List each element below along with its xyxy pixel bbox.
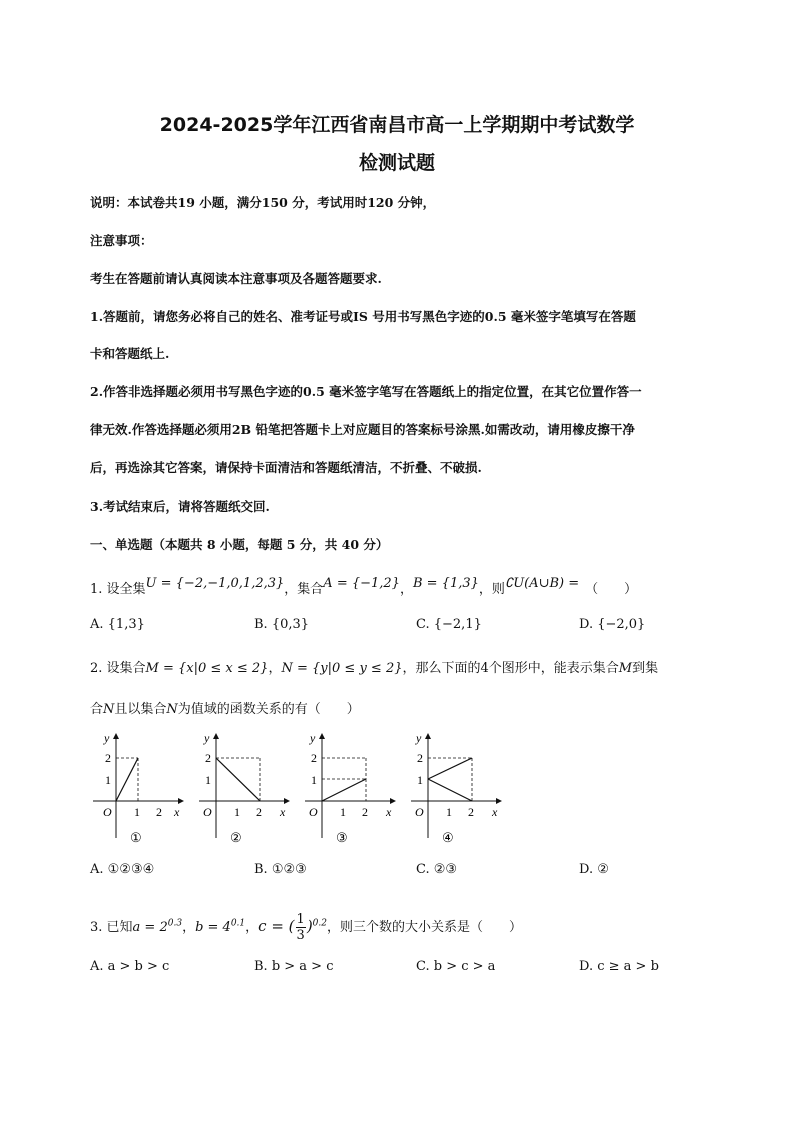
g3-origin: O [309,805,318,819]
graph-4 [411,731,501,845]
question-2-line1 [90,657,658,676]
q2-text-line2c: 为值域的函数关系的有（ ） [177,702,360,717]
q3-comma1: ， [182,920,196,935]
g1-origin: O [103,805,112,819]
q3-number: 3. 已知 [90,920,133,935]
graph-1 [93,731,183,845]
g2-x-tick-2: 2 [256,805,262,819]
exam-subtitle: 检测试题 [358,152,435,174]
note-line-2b: 律无效.作答选择题必须用2B 铅笔把答题卡上对应题目的答案标号涂黑.如需改动，请用橡皮擦干净 [90,422,635,437]
g4-x-label: x [492,805,498,819]
g4-y-label: y [416,731,422,745]
note-line-2c: 后，再选涂其它答案，请保持卡面清洁和答题纸清洁，不折叠、不破损. [90,460,482,475]
q3-option-b: B. b > a > c [254,959,334,974]
q3-a: a = 2 [132,920,168,935]
g2-x-label: x [280,805,286,819]
note-line-1a: 1.答题前，请您务必将自己的姓名、准考证号或IS 号用书写黑色字迹的0.5 毫米签字笔填写在答题 [90,309,636,324]
g1-y-label: y [104,731,110,745]
q1-number: 1. 设全集 [90,582,146,597]
g2-x-tick-1: 1 [234,805,240,819]
g1-caption: ① [130,830,142,845]
notes-heading: 注意事项： [90,233,153,248]
q2-text-rest1: ，那么下面的4个图形中，能表示集合 [402,661,619,676]
g1-y-tick-1: 1 [105,773,111,787]
q3-fraction-numerator: 1 [296,912,305,927]
q2-graphs [88,728,508,848]
q2-text-rest2: 到集 [632,661,659,676]
graph-3 [305,731,395,845]
note-line-0: 考生在答题前请认真阅读本注意事项及各题答题要求. [90,271,382,286]
q1-text-mid1: ，集合 [284,582,324,597]
q3-b: b = 4 [195,920,231,935]
g4-x-tick-2: 2 [468,805,474,819]
g4-y-tick-2: 2 [417,751,423,765]
g4-origin: O [415,805,424,819]
question-3 [90,912,522,943]
q2-set-n: N = {y|0 ≤ y ≤ 2} [281,661,403,676]
g2-origin: O [203,805,212,819]
g3-x-label: x [386,805,392,819]
q3-c: c = ( [258,917,295,935]
q2-set-m: M = {x|0 ≤ x ≤ 2} [145,661,269,676]
graph-2 [199,731,289,845]
q2-var-n: N [103,702,115,717]
q2-number: 2. 设集合 [90,661,146,676]
q1-option-c: C. {−2,1} [416,617,482,632]
g2-y-label: y [204,731,210,745]
q1-set-a: A = {−1,2} [323,576,400,591]
g4-x-tick-1: 1 [446,805,452,819]
q3-option-c: C. b > c > a [416,959,496,974]
g3-x-tick-2: 2 [362,805,368,819]
q2-option-c: C. ②③ [416,862,458,877]
section-heading: 一、单选题（本题共 8 小题，每题 5 分，共 40 分） [90,537,389,552]
exam-description: 说明：本试卷共19 小题，满分150 分，考试用时120 分钟， [90,195,436,210]
note-line-1b: 卡和答题纸上. [90,346,170,361]
q3-option-d: D. c ≥ a > b [579,959,659,974]
g3-y-tick-2: 2 [311,751,317,765]
g1-x-tick-2: 2 [156,805,162,819]
note-line-2a: 2.作答非选择题必须用书写黑色字迹的0.5 毫米签字笔写在答题纸上的指定位置，在其它位置作答一 [90,384,642,399]
question-1 [90,578,637,597]
g3-caption: ③ [336,830,348,845]
note-line-3: 3.考试结束后，请将答题纸交回. [90,499,270,514]
g2-y-tick-1: 1 [205,773,211,787]
q3-c-close: ) [306,917,313,935]
q2-comma: ， [268,661,282,676]
q1-option-d: D. {−2,0} [579,617,646,632]
g4-y-tick-1: 1 [417,773,423,787]
q3-option-a: A. a > b > c [90,959,170,974]
q1-set-u: U = {−2,−1,0,1,2,3} [145,576,285,591]
q1-comma: ， [399,582,413,597]
q3-fraction-denominator: 3 [296,928,305,943]
q2-text-line2b: 且以集合 [114,702,167,717]
q3-b-exponent: 0.1 [230,918,246,929]
g4-caption: ④ [442,830,454,845]
q2-option-b: B. ①②③ [254,862,307,877]
exam-title: 2024-2025学年江西省南昌市高一上学期期中考试数学 [159,114,635,136]
g3-y-label: y [310,731,316,745]
q2-var-n2: N [166,702,178,717]
g2-y-tick-2: 2 [205,751,211,765]
q2-var-m: M [618,661,633,676]
g3-y-tick-1: 1 [311,773,317,787]
q1-text-mid2: ，则 [478,582,505,597]
q2-text-line2a: 合 [90,702,104,717]
q3-comma2: ， [245,920,259,935]
g1-x-tick-1: 1 [134,805,140,819]
q1-expression: ∁U(A∪B) = [504,576,580,591]
q1-option-a: A. {1,3} [90,617,145,632]
g2-caption: ② [230,830,242,845]
q3-c-exponent: 0.2 [312,918,327,929]
q3-text-rest: ，则三个数的大小关系是（ ） [327,920,523,935]
q3-a-exponent: 0.3 [167,918,183,929]
q2-option-d: D. ② [579,862,609,877]
g3-x-tick-1: 1 [340,805,346,819]
question-2-line2 [90,698,360,717]
q3-fraction [296,912,306,943]
g1-x-label: x [174,805,180,819]
q1-option-b: B. {0,3} [254,617,310,632]
q1-set-b: B = {1,3} [412,576,479,591]
q2-option-a: A. ①②③④ [90,862,155,877]
g1-y-tick-2: 2 [105,751,111,765]
q1-blank: （ ） [585,582,638,597]
